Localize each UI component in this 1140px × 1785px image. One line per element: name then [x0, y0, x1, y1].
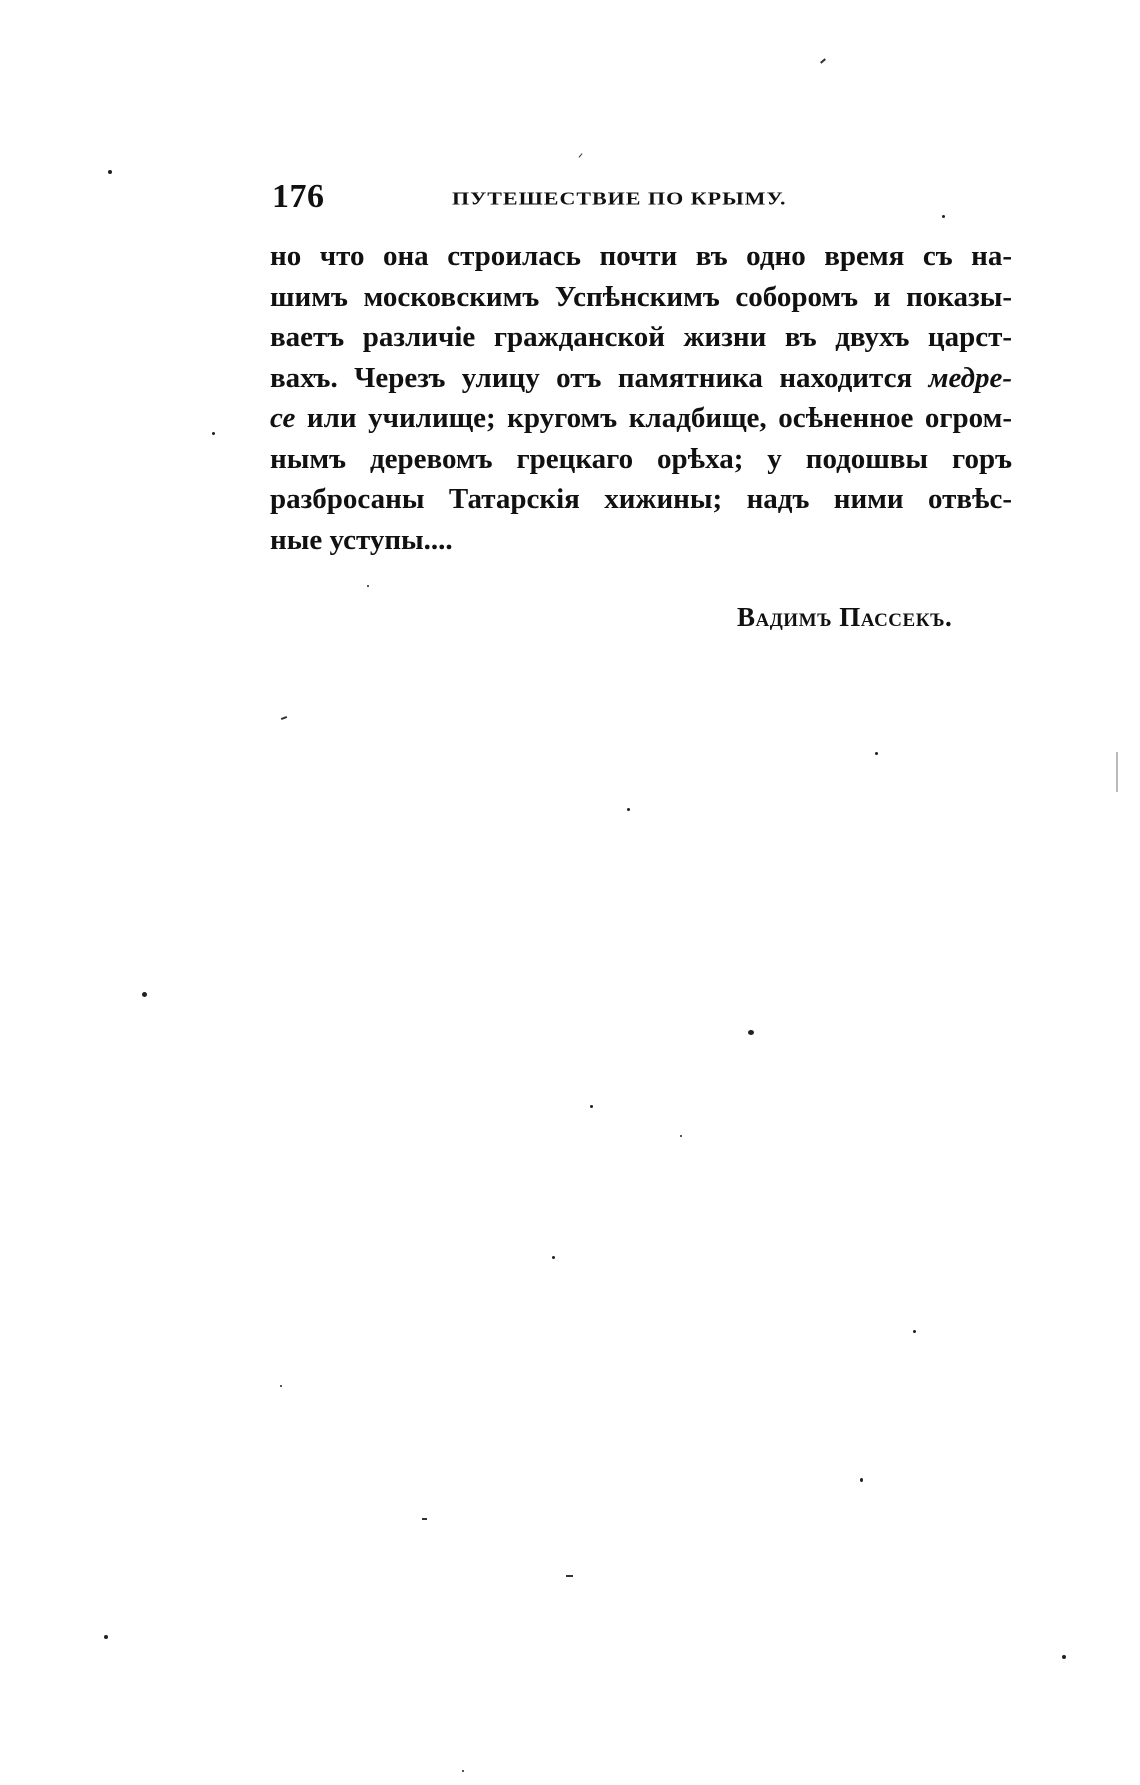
scan-speck	[142, 992, 147, 997]
text-line: нымъ деревомъ грецкаго орѣха; у подошвы горъ	[270, 442, 1012, 475]
running-head	[272, 178, 832, 218]
running-title: ПУТЕШЕСТВИЕ ПО КРЫМУ.	[452, 188, 787, 209]
text-segment: или училище; кругомъ кладбище, осѣненное огром-	[306, 402, 1013, 434]
italic-term: медре-	[928, 361, 1013, 394]
scan-speck	[552, 1256, 555, 1259]
scan-speck	[1062, 1655, 1066, 1659]
author-signature: Вадимъ Пассекъ.	[737, 602, 953, 632]
scan-speck	[212, 432, 215, 435]
scan-speck	[627, 808, 630, 811]
text-segment: вахъ. Черезъ улицу отъ памятника находится	[270, 361, 913, 394]
scan-speck	[280, 1385, 282, 1387]
text-line: ные уступы....	[270, 523, 453, 556]
scan-speck	[104, 1635, 108, 1639]
scan-speck	[108, 170, 112, 174]
scan-speck	[462, 1770, 464, 1772]
text-line: разбросаны Татарскія хижины; надъ ними отвѣс-	[270, 483, 1012, 515]
scan-speck	[680, 1135, 682, 1137]
page-edge-mark	[1116, 752, 1118, 792]
text-line: шимъ московскимъ Успѣнскимъ соборомъ и показы-	[270, 280, 1012, 313]
scan-mark	[579, 153, 583, 157]
text-line: ваетъ различіе гражданской жизни въ двухъ царст-	[270, 321, 1012, 353]
italic-term: се	[270, 402, 296, 434]
text-line: но что она строилась почти въ одно время съ на-	[270, 240, 1012, 272]
scan-speck	[748, 1030, 754, 1035]
text-line	[270, 358, 1012, 399]
scan-speck	[590, 1105, 593, 1108]
body-paragraph	[270, 236, 1012, 560]
scan-speck	[875, 752, 878, 755]
scan-mark	[422, 1518, 427, 1520]
scan-mark	[566, 1575, 573, 1577]
page-number: 176	[272, 178, 325, 215]
scan-mark	[820, 58, 826, 63]
scan-speck	[942, 215, 945, 218]
scan-speck	[913, 1330, 916, 1333]
text-line	[270, 398, 1012, 439]
scan-speck	[367, 585, 369, 587]
scan-mark	[281, 716, 287, 720]
scan-speck	[860, 1478, 863, 1482]
